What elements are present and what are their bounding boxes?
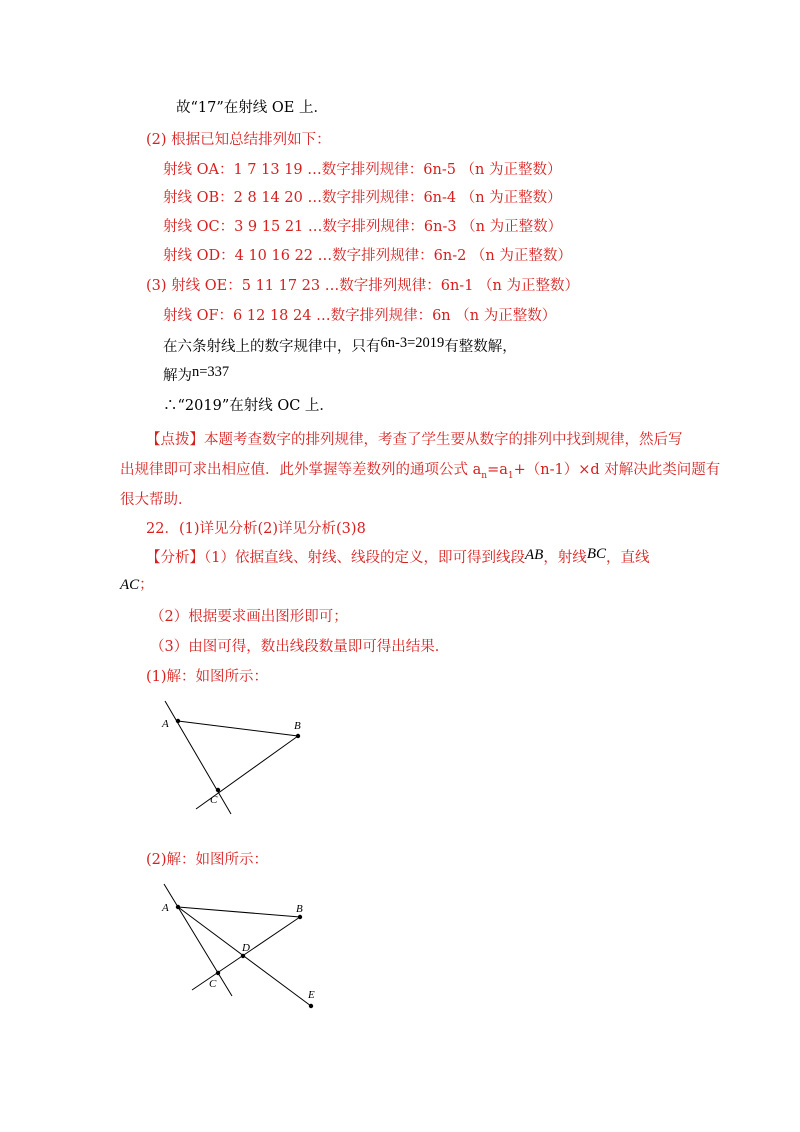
label-e: E bbox=[308, 989, 315, 1001]
label-b: B bbox=[294, 720, 301, 732]
analysis-text-1b: ，射线 bbox=[543, 550, 587, 566]
comment-line-2 bbox=[120, 456, 720, 490]
integer-solution-line bbox=[163, 337, 517, 357]
analysis-text-1a: （1）依据直线、射线、线段的定义，即可得到线段 bbox=[204, 550, 525, 566]
integer-solution-text: 在六条射线上的数字规律中，只有 bbox=[163, 339, 381, 355]
figure-2-triangle bbox=[150, 880, 330, 1016]
analysis-line-2: （2）根据要求画出图形即可； bbox=[150, 609, 348, 625]
comment-tag: 【点拨】 bbox=[146, 432, 204, 448]
comment-text-2e: +（n-1）×d 对解决此类问题有 bbox=[513, 462, 721, 478]
label-c: C bbox=[210, 794, 218, 806]
solution-line bbox=[163, 366, 229, 386]
point-d bbox=[241, 954, 245, 958]
subscript-1: 1 bbox=[507, 470, 514, 481]
solution-1-heading: (1)解：如图所示： bbox=[146, 669, 269, 685]
analysis-line-3: （3）由图可得，数出线段数量即可得出结果． bbox=[150, 639, 450, 655]
line-ac-extended bbox=[165, 701, 231, 814]
ray-od-rule: 射线 OD：4 10 16 22 …数字排列规律：6n-2 （n 为正整数） bbox=[163, 248, 572, 264]
point-a bbox=[176, 905, 180, 909]
segment-ab-drawn bbox=[178, 907, 300, 917]
analysis-text-1c: ，直线 bbox=[605, 550, 650, 566]
label-d: D bbox=[242, 942, 250, 954]
point-e bbox=[309, 1004, 313, 1008]
ray-oe-rule: (3) 射线 OE：5 11 17 23 …数字排列规律：6n-1 （n 为正整数） bbox=[146, 278, 579, 294]
question-22-answer: 22．(1)详见分析(2)详见分析(3)8 bbox=[146, 521, 366, 537]
ray-oa-rule: 射线 OA：1 7 13 19 …数字排列规律：6n-5 （n 为正整数） bbox=[163, 162, 562, 178]
conclusion-line: ∴“2019”在射线 OC 上． bbox=[163, 398, 334, 414]
line-ac: AC bbox=[120, 577, 140, 593]
point-a bbox=[176, 719, 180, 723]
comment-text-1: 本题考查数字的排列规律，考查了学生要从数字的排列中找到规律，然后写 bbox=[204, 432, 683, 448]
analysis-line-1 bbox=[146, 548, 649, 568]
comment-line-3: 很大帮助． bbox=[120, 492, 193, 508]
ray-of-rule: 射线 OF：6 12 18 24 …数字排列规律：6n （n 为正整数） bbox=[163, 308, 557, 324]
comment-line-1 bbox=[146, 426, 683, 454]
line-17-on-oe: 故“17”在射线 OE 上． bbox=[176, 100, 328, 116]
point-b bbox=[298, 915, 302, 919]
integer-solution-tail: 有整数解， bbox=[444, 339, 517, 355]
analysis-line-1-cont bbox=[120, 575, 154, 595]
label-b: B bbox=[296, 903, 303, 915]
label-c: C bbox=[209, 978, 217, 990]
part-2-heading: (2) 根据已知总结排列如下： bbox=[146, 132, 331, 148]
point-c bbox=[216, 788, 220, 792]
ray-oc-rule: 射线 OC：3 9 15 21 …数字排列规律：6n-3 （n 为正整数） bbox=[163, 219, 563, 235]
ray-bc: BC bbox=[586, 546, 606, 562]
equation-6n-3: 6n-3=2019 bbox=[380, 335, 445, 351]
comment-text-2a: 出规律即可求出相应值．此外掌握等差数列的通项公式 a bbox=[120, 462, 482, 478]
analysis-semicolon: ； bbox=[139, 577, 154, 593]
comment-text-2c: =a bbox=[487, 462, 508, 478]
point-b bbox=[296, 734, 300, 738]
point-c bbox=[216, 971, 220, 975]
ray-ob-rule: 射线 OB：2 8 14 20 …数字排列规律：6n-4 （n 为正整数） bbox=[163, 190, 562, 206]
solution-value: n=337 bbox=[192, 364, 230, 380]
label-a: A bbox=[162, 902, 169, 914]
solution-text: 解为 bbox=[163, 368, 192, 384]
figure-1-triangle bbox=[150, 696, 320, 820]
label-a: A bbox=[162, 718, 169, 730]
segment-ab-drawn bbox=[178, 721, 298, 736]
solution-2-heading: (2)解：如图所示： bbox=[146, 852, 269, 868]
subscript-n: n bbox=[481, 470, 488, 481]
analysis-tag: 【分析】 bbox=[146, 550, 204, 566]
segment-ab: AB bbox=[524, 547, 544, 563]
